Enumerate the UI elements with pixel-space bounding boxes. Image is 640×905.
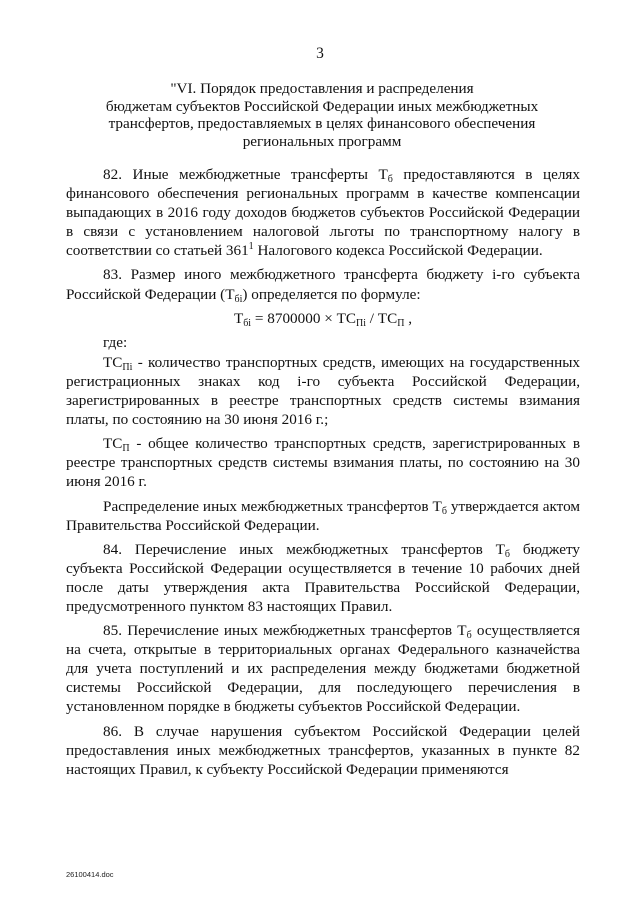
- subscript: б: [466, 630, 472, 642]
- paragraph-distribution: [66, 497, 580, 535]
- paragraph-85: [66, 621, 580, 716]
- formula-symbol: Т: [233, 309, 244, 327]
- subscript: Пi: [122, 361, 133, 373]
- paragraph-83: [66, 265, 580, 303]
- text-run: 82. Иные межбюджетные трансферты Т: [103, 166, 388, 183]
- subscript: б: [441, 505, 447, 517]
- text-run: утверждается актом Правительства Российской Федерации.: [66, 497, 580, 534]
- page-number: 3: [316, 45, 324, 62]
- document-body: [66, 165, 580, 784]
- subscript: бi: [234, 293, 243, 305]
- subscript: П: [122, 443, 130, 455]
- superscript: 1: [248, 241, 254, 253]
- formula-text: = 8700000 × ТС: [251, 309, 356, 327]
- subscript: Пi: [355, 317, 366, 329]
- text-run: предоставляются в целях финансового обеспечения региональных программ в качестве компенсации выпадающих в 2016 году доходов бюджетов субъектов Российской Федерации в связи с установлением налоговой льготы по транспортному налогу в соответствии со статьей 361: [66, 166, 581, 260]
- text-run: 84. Перечисление иных межбюджетных трансфертов Т: [103, 540, 505, 558]
- text-run: осуществляется на счета, открытые в территориальных органах Федерального казначейства для учета поступлений и их распределения между бюджетами бюджетной системы Российской Федерации, для последующего перечисления в установленном порядке в бюджеты субъектов Российской Федерации.: [66, 622, 580, 716]
- paragraph-82: [66, 165, 580, 260]
- where-label: где:: [103, 333, 128, 351]
- heading-line: региональных программ: [242, 132, 402, 150]
- definition-text: - количество транспортных средств, имеющих на государственных регистрационных знаках код i-го субъекта Российской Федерации, зарегистрированных в реестре транспортных средств системы взимания платы, по состоянию на 30 июня 2016 г.;: [66, 353, 580, 429]
- subscript: П: [397, 317, 405, 329]
- heading-line: "VI. Порядок предоставления и распределения: [170, 80, 474, 97]
- heading-line: трансфертов, предоставляемых в целях финансового обеспечения: [108, 115, 536, 133]
- formula: [66, 309, 580, 328]
- text-run: бюджету субъекта Российской Федерации осуществляется в течение 10 рабочих дней после даты утверждения акта Правительства Российской Федерации, предусмотренного пунктом 83 настоящих Правил.: [66, 540, 580, 615]
- definition-text: - общее количество транспортных средств, зарегистрированных в реестре транспортных средств системы взимания платы, по состоянию на 30 июня 2016 г.: [66, 435, 580, 491]
- footer-filename: 26100414.doc: [66, 870, 114, 879]
- text-run: 83. Размер иного межбюджетного трансферта бюджету i-го субъекта Российской Федерации (Т: [66, 266, 580, 303]
- section-heading: [78, 80, 566, 150]
- text-run: ) определяется по формуле:: [242, 285, 421, 303]
- text-run: 85. Перечисление иных межбюджетных трансфертов Т: [103, 622, 467, 640]
- paragraph-86: 86. В случае нарушения субъектом Российской Федерации целей предоставления иных межбюджетных трансфертов, указанных в пункте 82 настоящих Правил, к субъекту Российской Федерации применяются: [66, 722, 580, 778]
- subscript: б: [387, 174, 393, 185]
- paragraph-84: [66, 540, 580, 616]
- heading-line: бюджетам субъектов Российской Федерации иных межбюджетных: [105, 97, 539, 115]
- definition-symbol: ТС: [103, 435, 123, 453]
- formula-text: ,: [404, 309, 413, 327]
- definition-tc-p: [66, 434, 580, 491]
- text-run: Распределение иных межбюджетных трансфертов Т: [103, 497, 442, 515]
- subscript: б: [504, 548, 511, 560]
- formula-text: / ТС: [365, 309, 398, 327]
- subscript: бi: [243, 317, 252, 329]
- text-run: Налогового кодекса Российской Федерации.: [253, 242, 543, 260]
- definition-symbol: ТС: [103, 353, 123, 371]
- definition-tc-pi: [66, 353, 580, 429]
